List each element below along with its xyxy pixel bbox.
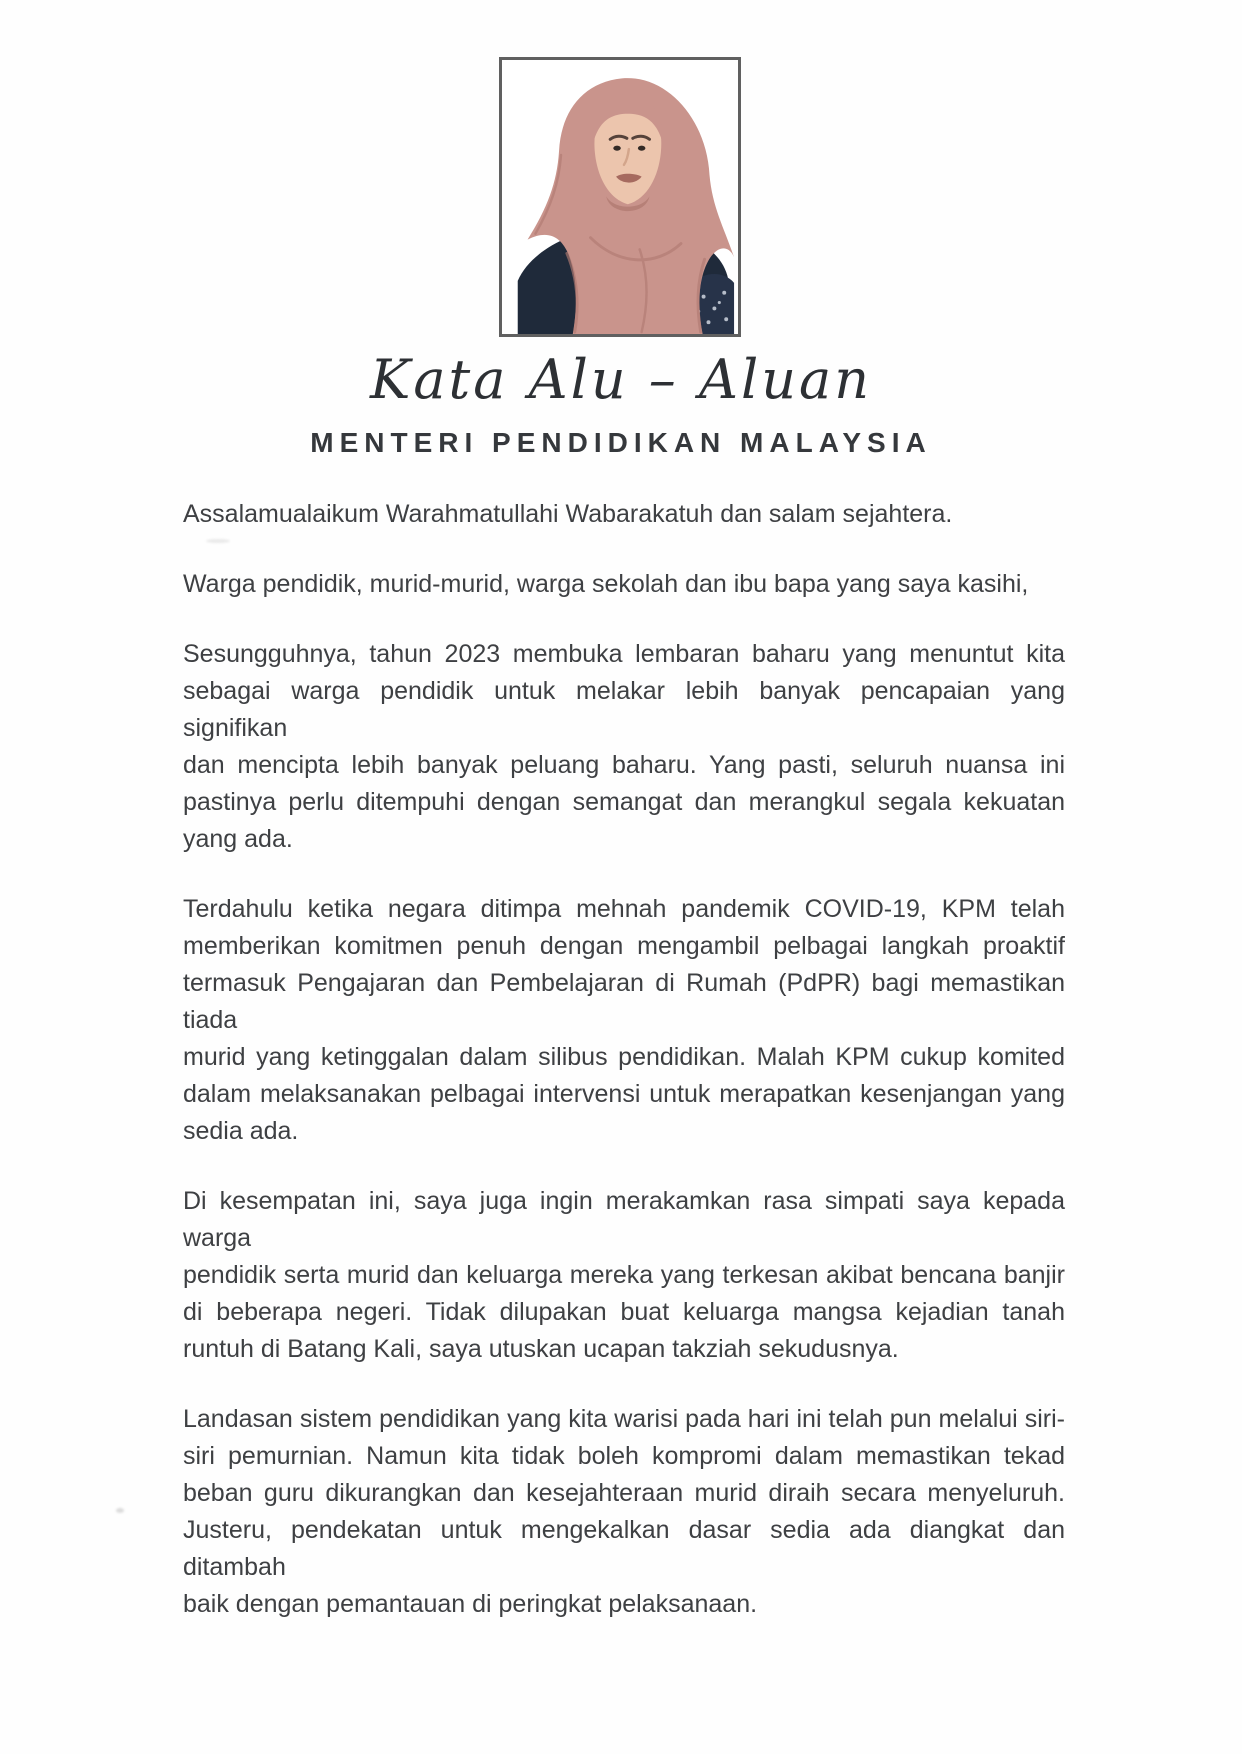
text-line: Landasan sistem pendidikan yang kita warisi pada hari ini telah pun melalui siri- (183, 1405, 1065, 1433)
text-line: dalam melaksanakan pelbagai intervensi untuk merapatkan kesenjangan yang (183, 1080, 1065, 1108)
text-line: di beberapa negeri. Tidak dilupakan buat keluarga mangsa kejadian tanah (183, 1298, 1065, 1326)
page-heading: MENTERI PENDIDIKAN MALAYSIA (310, 427, 932, 458)
text-line: memberikan komitmen penuh dengan mengambil pelbagai langkah proaktif (183, 932, 1065, 960)
paragraph (183, 496, 1065, 533)
text-line: Sesungguhnya, tahun 2023 membuka lembaran baharu yang menuntut kita (183, 640, 1065, 668)
text-line: baik dengan pemantauan di peringkat pelaksanaan. (183, 1590, 758, 1618)
text-line: sedia ada. (183, 1117, 299, 1145)
paragraph (183, 566, 1065, 603)
text-line: Di kesempatan ini, saya juga ingin merakamkan rasa simpati saya kepada warga (183, 1187, 1065, 1252)
minister-portrait-illustration (502, 60, 738, 334)
paragraph (183, 891, 1065, 1150)
text-line: Assalamualaikum Warahmatullahi Wabarakatuh dan salam sejahtera. (183, 500, 953, 528)
paragraph (183, 1183, 1065, 1368)
paragraph (183, 1401, 1065, 1623)
text-line: beban guru dikurangkan dan kesejahteraan murid diraih secara menyeluruh. (183, 1479, 1065, 1507)
text-line: yang ada. (183, 825, 293, 853)
minister-photo (499, 57, 741, 337)
scan-speck (116, 1508, 124, 1513)
text-line: termasuk Pengajaran dan Pembelajaran di Rumah (PdPR) bagi memastikan tiada (183, 969, 1065, 1034)
text-line: pastinya perlu ditempuhi dengan semangat dan merangkul segala kekuatan (183, 788, 1065, 816)
paragraph (183, 636, 1065, 858)
text-line: Justeru, pendekatan untuk mengekalkan dasar sedia ada diangkat dan ditambah (183, 1516, 1065, 1581)
text-line: Terdahulu ketika negara ditimpa mehnah pandemik COVID-19, KPM telah (183, 895, 1065, 923)
text-line: pendidik serta murid dan keluarga mereka yang terkesan akibat bencana banjir (183, 1261, 1065, 1289)
script-title: Kata Alu – Aluan (370, 348, 872, 411)
text-line: dan mencipta lebih banyak peluang baharu. Yang pasti, seluruh nuansa ini (183, 751, 1065, 779)
text-line: runtuh di Batang Kali, saya utuskan ucapan takziah sekudusnya. (183, 1335, 899, 1363)
text-line: Warga pendidik, murid-murid, warga sekolah dan ibu bapa yang saya kasihi, (183, 570, 1029, 598)
letter-body (183, 496, 1065, 1656)
text-line: siri pemurnian. Namun kita tidak boleh kompromi dalam memastikan tekad (183, 1442, 1065, 1470)
text-line: murid yang ketinggalan dalam silibus pendidikan. Malah KPM cukup komited (183, 1043, 1065, 1071)
text-line: sebagai warga pendidik untuk melakar lebih banyak pencapaian yang signifikan (183, 677, 1065, 742)
scan-smudge (206, 539, 230, 543)
